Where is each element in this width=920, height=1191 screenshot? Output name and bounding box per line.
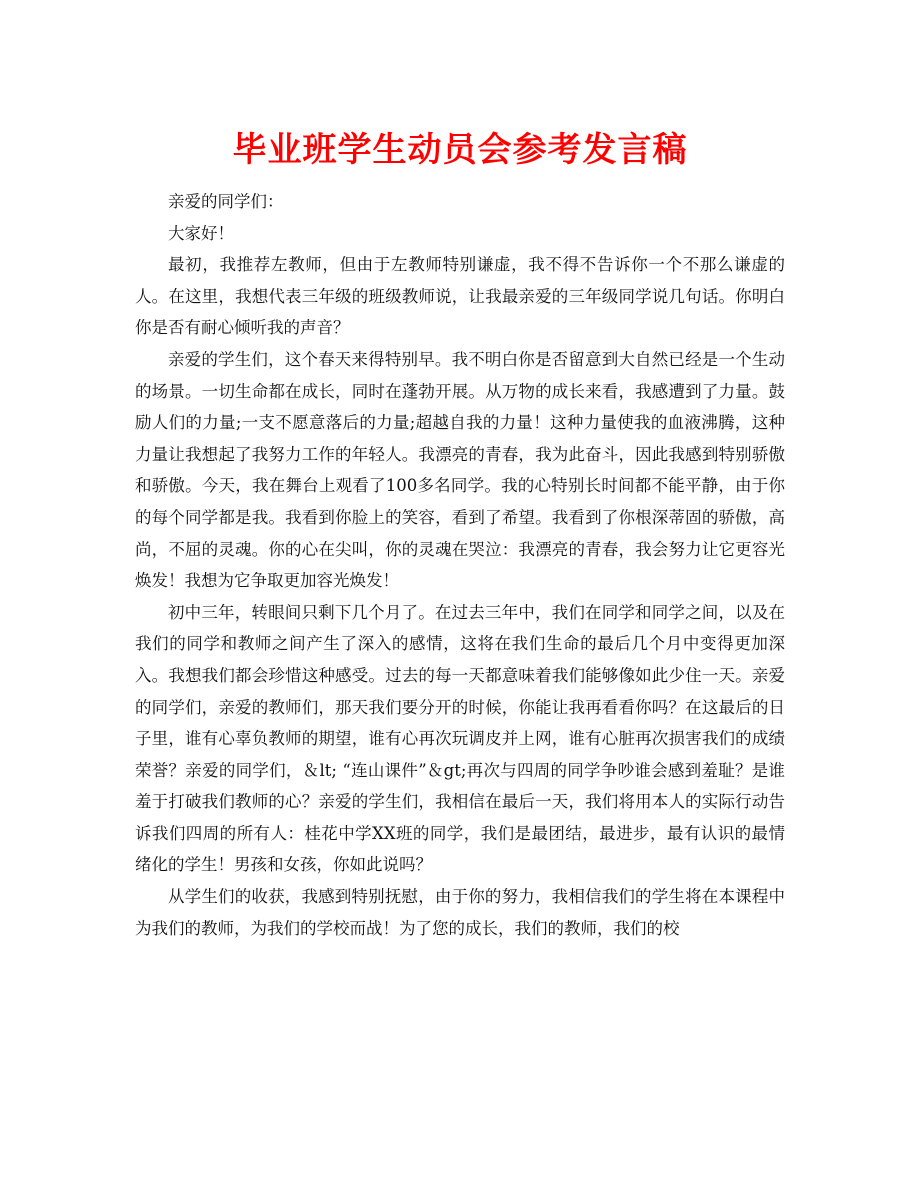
document-body [135,186,785,944]
paragraph-harvest: 从学生们的收获，我感到特别抚慰，由于你的努力，我相信我们的学生将在本课程中为我们的教师，为我们的学校而战！为了您的成长，我们的教师，我们的校 [135,887,785,938]
document-title: 毕业班学生动员会参考发言稿 [232,130,688,170]
paragraph-spring: 亲爱的学生们，这个春天来得特别早。我不明白你是否留意到大自然已经是一个生动的场景。一切生命都在成长，同时在蓬勃开展。从万物的成长来看，我感遭到了力量。鼓励人们的力量;一支不愿意落后的力量;超越自我的力量！这种力量使我的血液沸腾，这种力量让我想起了我努力工作的年轻人。我漂亮的青春，我为此奋斗，因此我感到特别骄傲和骄傲。今天，我在舞台上观看了100多名同学。我的心特别长时间都不能平静，由于你的每个同学都是我。我看到你脸上的笑容，看到了希望。我看到了你根深蒂固的骄傲，高尚，不屈的灵魂。你的心在尖叫，你的灵魂在哭泣：我漂亮的青春，我会努力让它更容光焕发！我想为它争取更加容光焕发！ [135,349,785,591]
paragraph-intro: 最初，我推荐左教师，但由于左教师特别谦虚，我不得不告诉你一个不那么谦虚的人。在这里，我想代表三年级的班级教师说，让我最亲爱的三年级同学说几句话。你明白你是否有耐心倾听我的声音？ [135,255,785,338]
greeting: 大家好！ [168,223,234,243]
paragraph-three-years: 初中三年，转眼间只剩下几个月了。在过去三年中，我们在同学和同学之间，以及在我们的同学和教师之间产生了深入的感情，这将在我们生命的最后几个月中变得更加深入。我想我们都会珍惜这种感受。过去的每一天都意味着我们能够像如此少住一天。亲爱的同学们，亲爱的教师们，那天我们要分开的时候，你能让我再看看你吗？在这最后的日子里，谁有心辜负教师的期望，谁有心再次玩调皮并上网，谁有心脏再次损害我们的成绩荣誉？亲爱的同学们，＆lt; “连山课件”＆gt;再次与四周的同学争吵谁会感到羞耻？是谁羞于打破我们教师的心？亲爱的学生们，我相信在最后一天，我们将用本人的实际行动告诉我们四周的所有人：桂花中学XX班的同学，我们是最团结，最进步，最有认识的最情绪化的学生！男孩和女孩，你如此说吗？ [135,602,785,875]
salutation: 亲爱的同学们： [168,192,284,211]
